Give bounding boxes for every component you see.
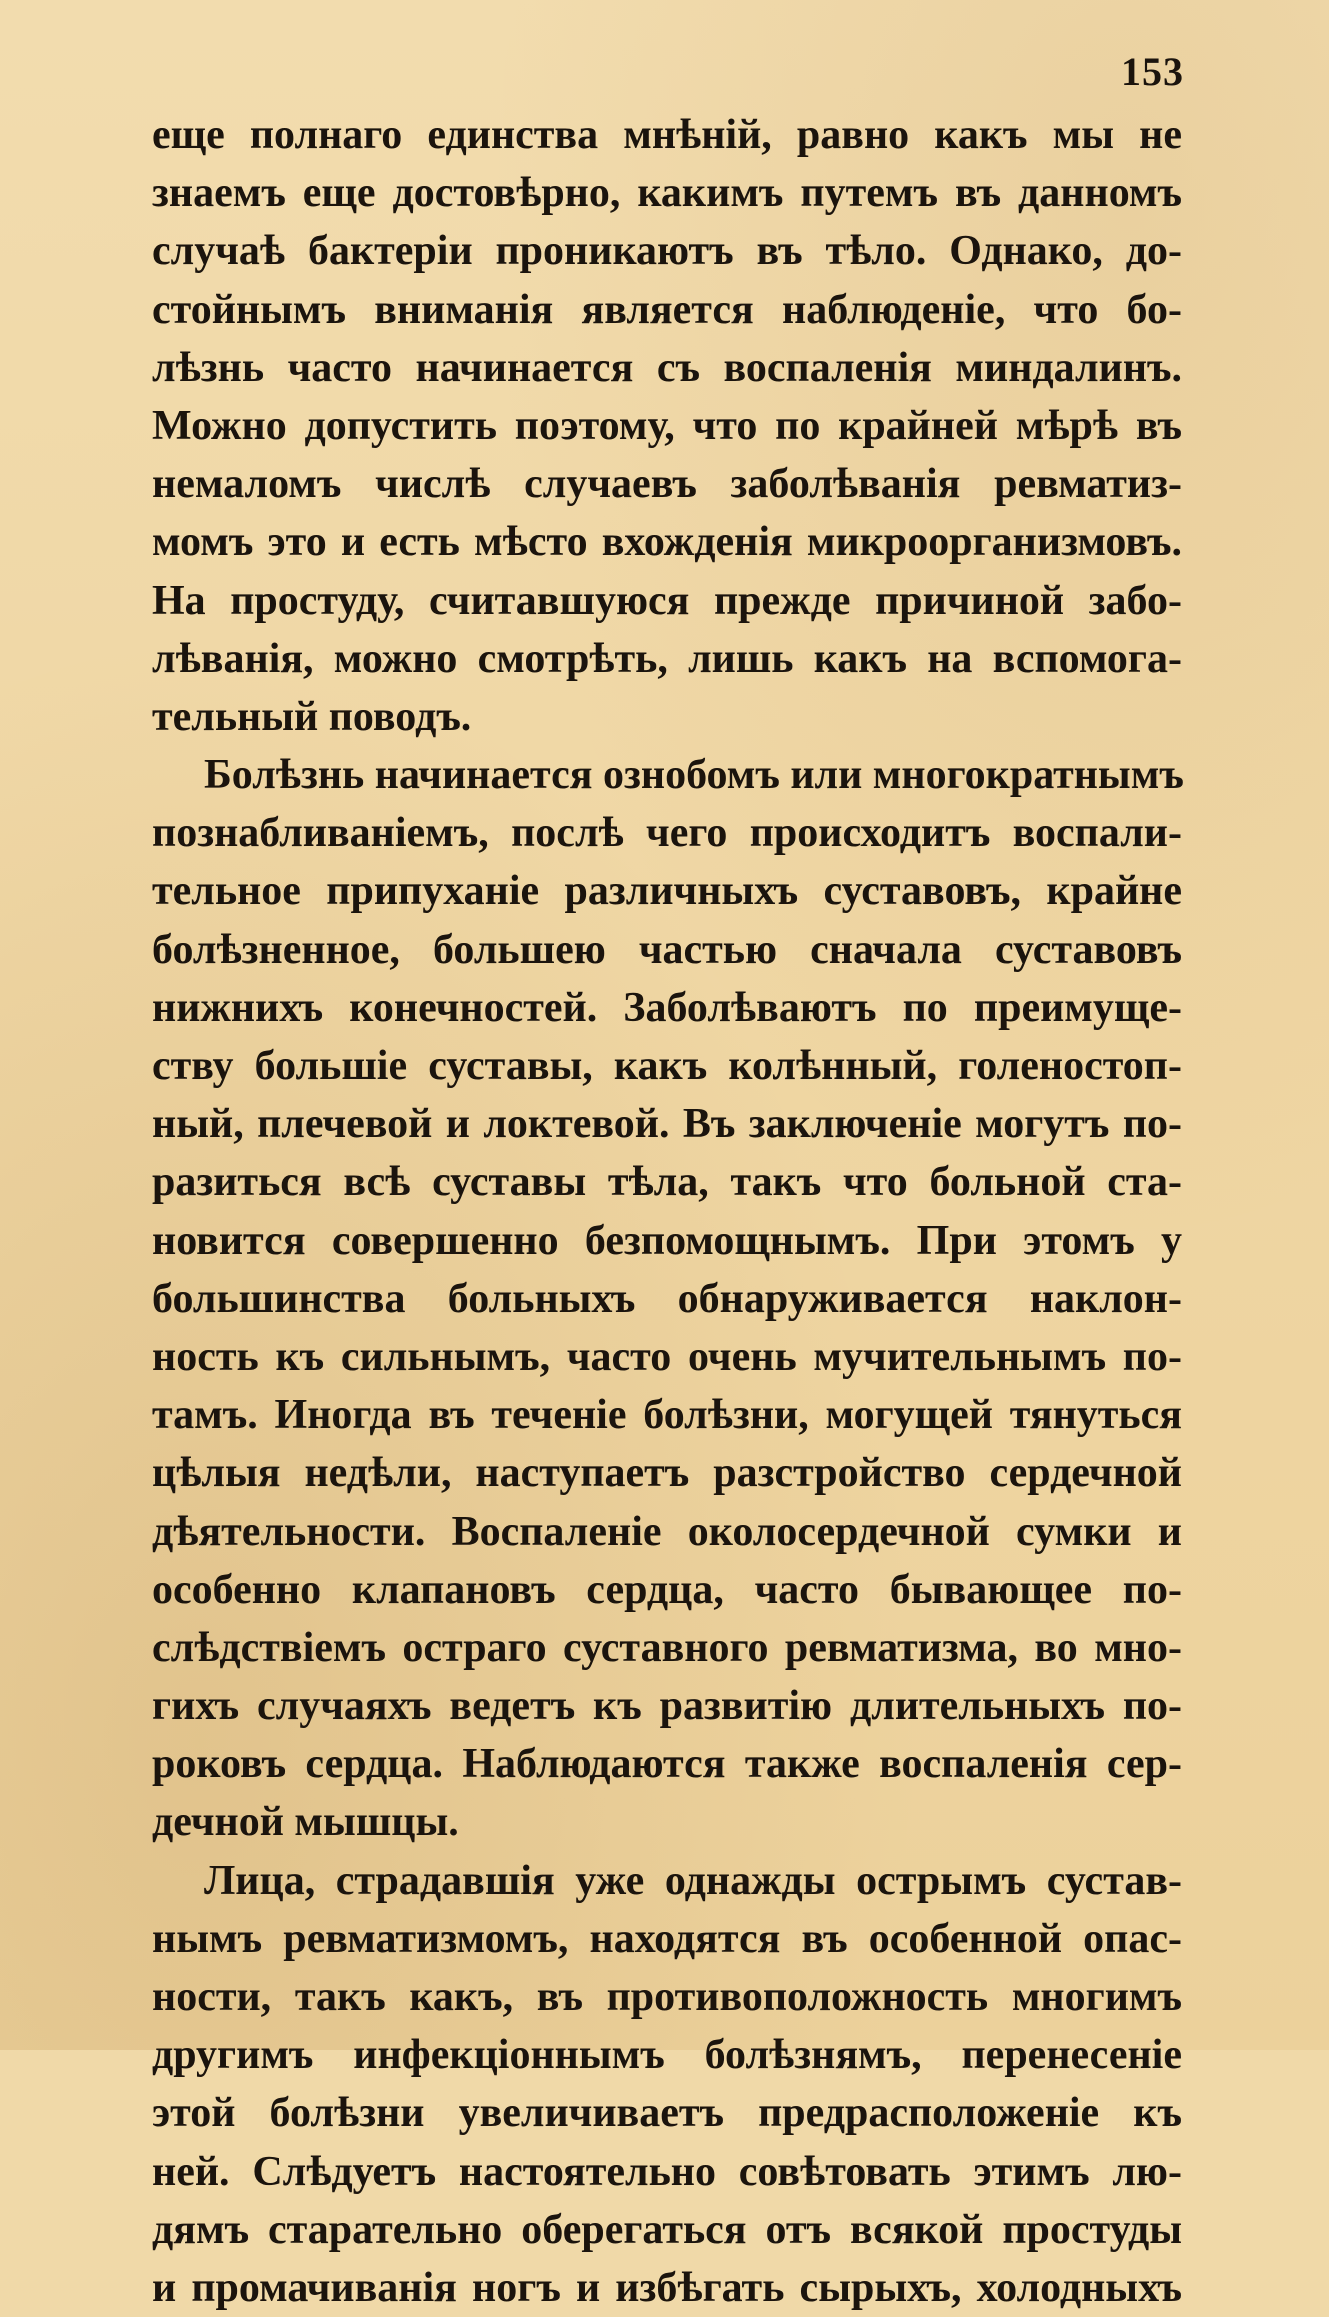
text-line: большинства больныхъ обнаруживается наклон- <box>152 1275 1182 1322</box>
text-line: момъ это и есть мѣсто вхожденія микроорганизмовъ. <box>152 519 1182 566</box>
text-line: гихъ случаяхъ ведетъ къ развитію длительныхъ по- <box>152 1683 1182 1730</box>
text-line: ный, плечевой и локтевой. Въ заключеніе могутъ по- <box>152 1101 1182 1148</box>
text-line: тамъ. Иногда въ теченіе болѣзни, могущей тянуться <box>152 1392 1182 1439</box>
text-line: познабливаніемъ, послѣ чего происходитъ воспали- <box>152 810 1182 857</box>
text-line: знаемъ еще достовѣрно, какимъ путемъ въ данномъ <box>152 170 1182 217</box>
text-line: этой болѣзни увеличиваетъ предрасположеніе къ <box>152 2090 1182 2137</box>
text-line: нижнихъ конечностей. Заболѣваютъ по преимуще- <box>152 984 1182 1031</box>
text-line: ней. Слѣдуетъ настоятельно совѣтовать этимъ лю- <box>152 2148 1182 2195</box>
text-line: цѣлыя недѣли, наступаетъ разстройство сердечной <box>152 1450 1182 1497</box>
text-line: Болѣзнь начинается ознобомъ или многократнымъ <box>204 752 1184 799</box>
text-line: немаломъ числѣ случаевъ заболѣванія ревматиз- <box>152 461 1182 508</box>
text-line: нымъ ревматизмомъ, находятся въ особенной опас- <box>152 1915 1182 1962</box>
text-line: На простуду, считавшуюся прежде причиной забо- <box>152 577 1182 624</box>
text-line: дямъ старательно оберегаться отъ всякой простуды <box>152 2206 1182 2253</box>
text-line: и промачиванія ногъ и избѣгать сырыхъ, холодныхъ <box>152 2264 1182 2311</box>
text-line: стойнымъ вниманія является наблюденіе, что бо- <box>152 286 1182 333</box>
page-number: 153 <box>1121 49 1184 94</box>
text-line: болѣзненное, большею частью сначала суставовъ <box>152 926 1182 973</box>
text-line: новится совершенно безпомощнымъ. При этомъ у <box>152 1217 1182 1264</box>
text-line: лѣванія, можно смотрѣть, лишь какъ на вспомога- <box>152 635 1182 682</box>
text-line: дечной мышцы. <box>152 1799 459 1846</box>
text-line: особенно клапановъ сердца, часто бывающее по- <box>152 1566 1182 1613</box>
text-line: тельный поводъ. <box>152 693 472 740</box>
body-text <box>152 106 1182 2317</box>
text-line: случаѣ бактеріи проникаютъ въ тѣло. Однако, до- <box>152 228 1182 275</box>
text-line: другимъ инфекціоннымъ болѣзнямъ, перенесеніе <box>152 2032 1182 2079</box>
text-line: еще полнаго единства мнѣній, равно какъ мы не <box>152 112 1182 158</box>
text-line: тельное припуханіе различныхъ суставовъ, крайне <box>152 868 1182 915</box>
text-line: роковъ сердца. Наблюдаются также воспаленія сер- <box>152 1741 1182 1788</box>
text-line: разиться всѣ суставы тѣла, такъ что больной ста- <box>152 1159 1182 1206</box>
text-line: лѣзнь часто начинается съ воспаленія миндалинъ. <box>152 344 1182 391</box>
text-line: слѣдствіемъ остраго суставного ревматизма, во мно- <box>152 1624 1182 1671</box>
text-line: Лица, страдавшія уже однажды острымъ сустав- <box>204 1857 1182 1904</box>
text-line: ность къ сильнымъ, часто очень мучительнымъ по- <box>152 1333 1182 1380</box>
text-line: Можно допустить поэтому, что по крайней мѣрѣ въ <box>152 402 1182 449</box>
text-line: ности, такъ какъ, въ противоположность многимъ <box>152 1974 1182 2020</box>
text-line: дѣятельности. Воспаленіе околосердечной сумки и <box>152 1508 1182 1555</box>
text-line: ству большіе суставы, какъ колѣнный, голеностоп- <box>152 1043 1182 1089</box>
